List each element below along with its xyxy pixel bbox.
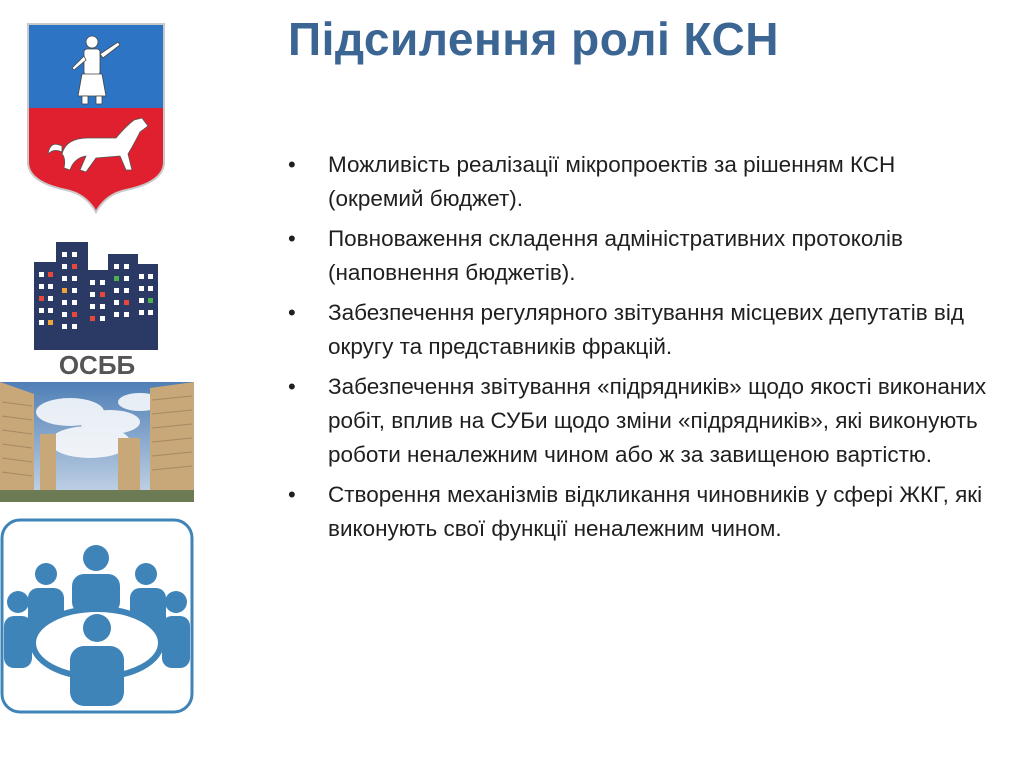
bullet-item: • Забезпечення звітування «підрядників» щодо якості виконаних робіт, вплив на СУБи щодо зміни «підрядників», які виконують роботи неналежним чином або ж за завищеною вартістю.	[288, 370, 988, 472]
bullet-item: • Забезпечення регулярного звітування місцевих депутатів від округу та представників фракцій.	[288, 296, 988, 364]
apartment-buildings-icon	[34, 240, 160, 378]
bullet-item: • Повноваження складення адміністративних протоколів (наповнення бюджетів).	[288, 222, 988, 290]
high-rise-buildings-photo	[0, 382, 194, 502]
osbb-logo-text: ОСББ	[58, 350, 136, 378]
bullet-list	[288, 148, 988, 552]
bullet-item: • Створення механізмів відкликання чиновників у сфері ЖКГ, які виконують свої функції неналежним чином.	[288, 478, 988, 546]
meeting-people-icon	[0, 518, 194, 714]
bullet-item: • Можливість реалізації мікропроектів за рішенням КСН (окремий бюджет).	[288, 148, 988, 216]
slide-title: Підсилення ролі КСН	[288, 13, 779, 65]
coat-of-arms-icon	[26, 22, 166, 214]
